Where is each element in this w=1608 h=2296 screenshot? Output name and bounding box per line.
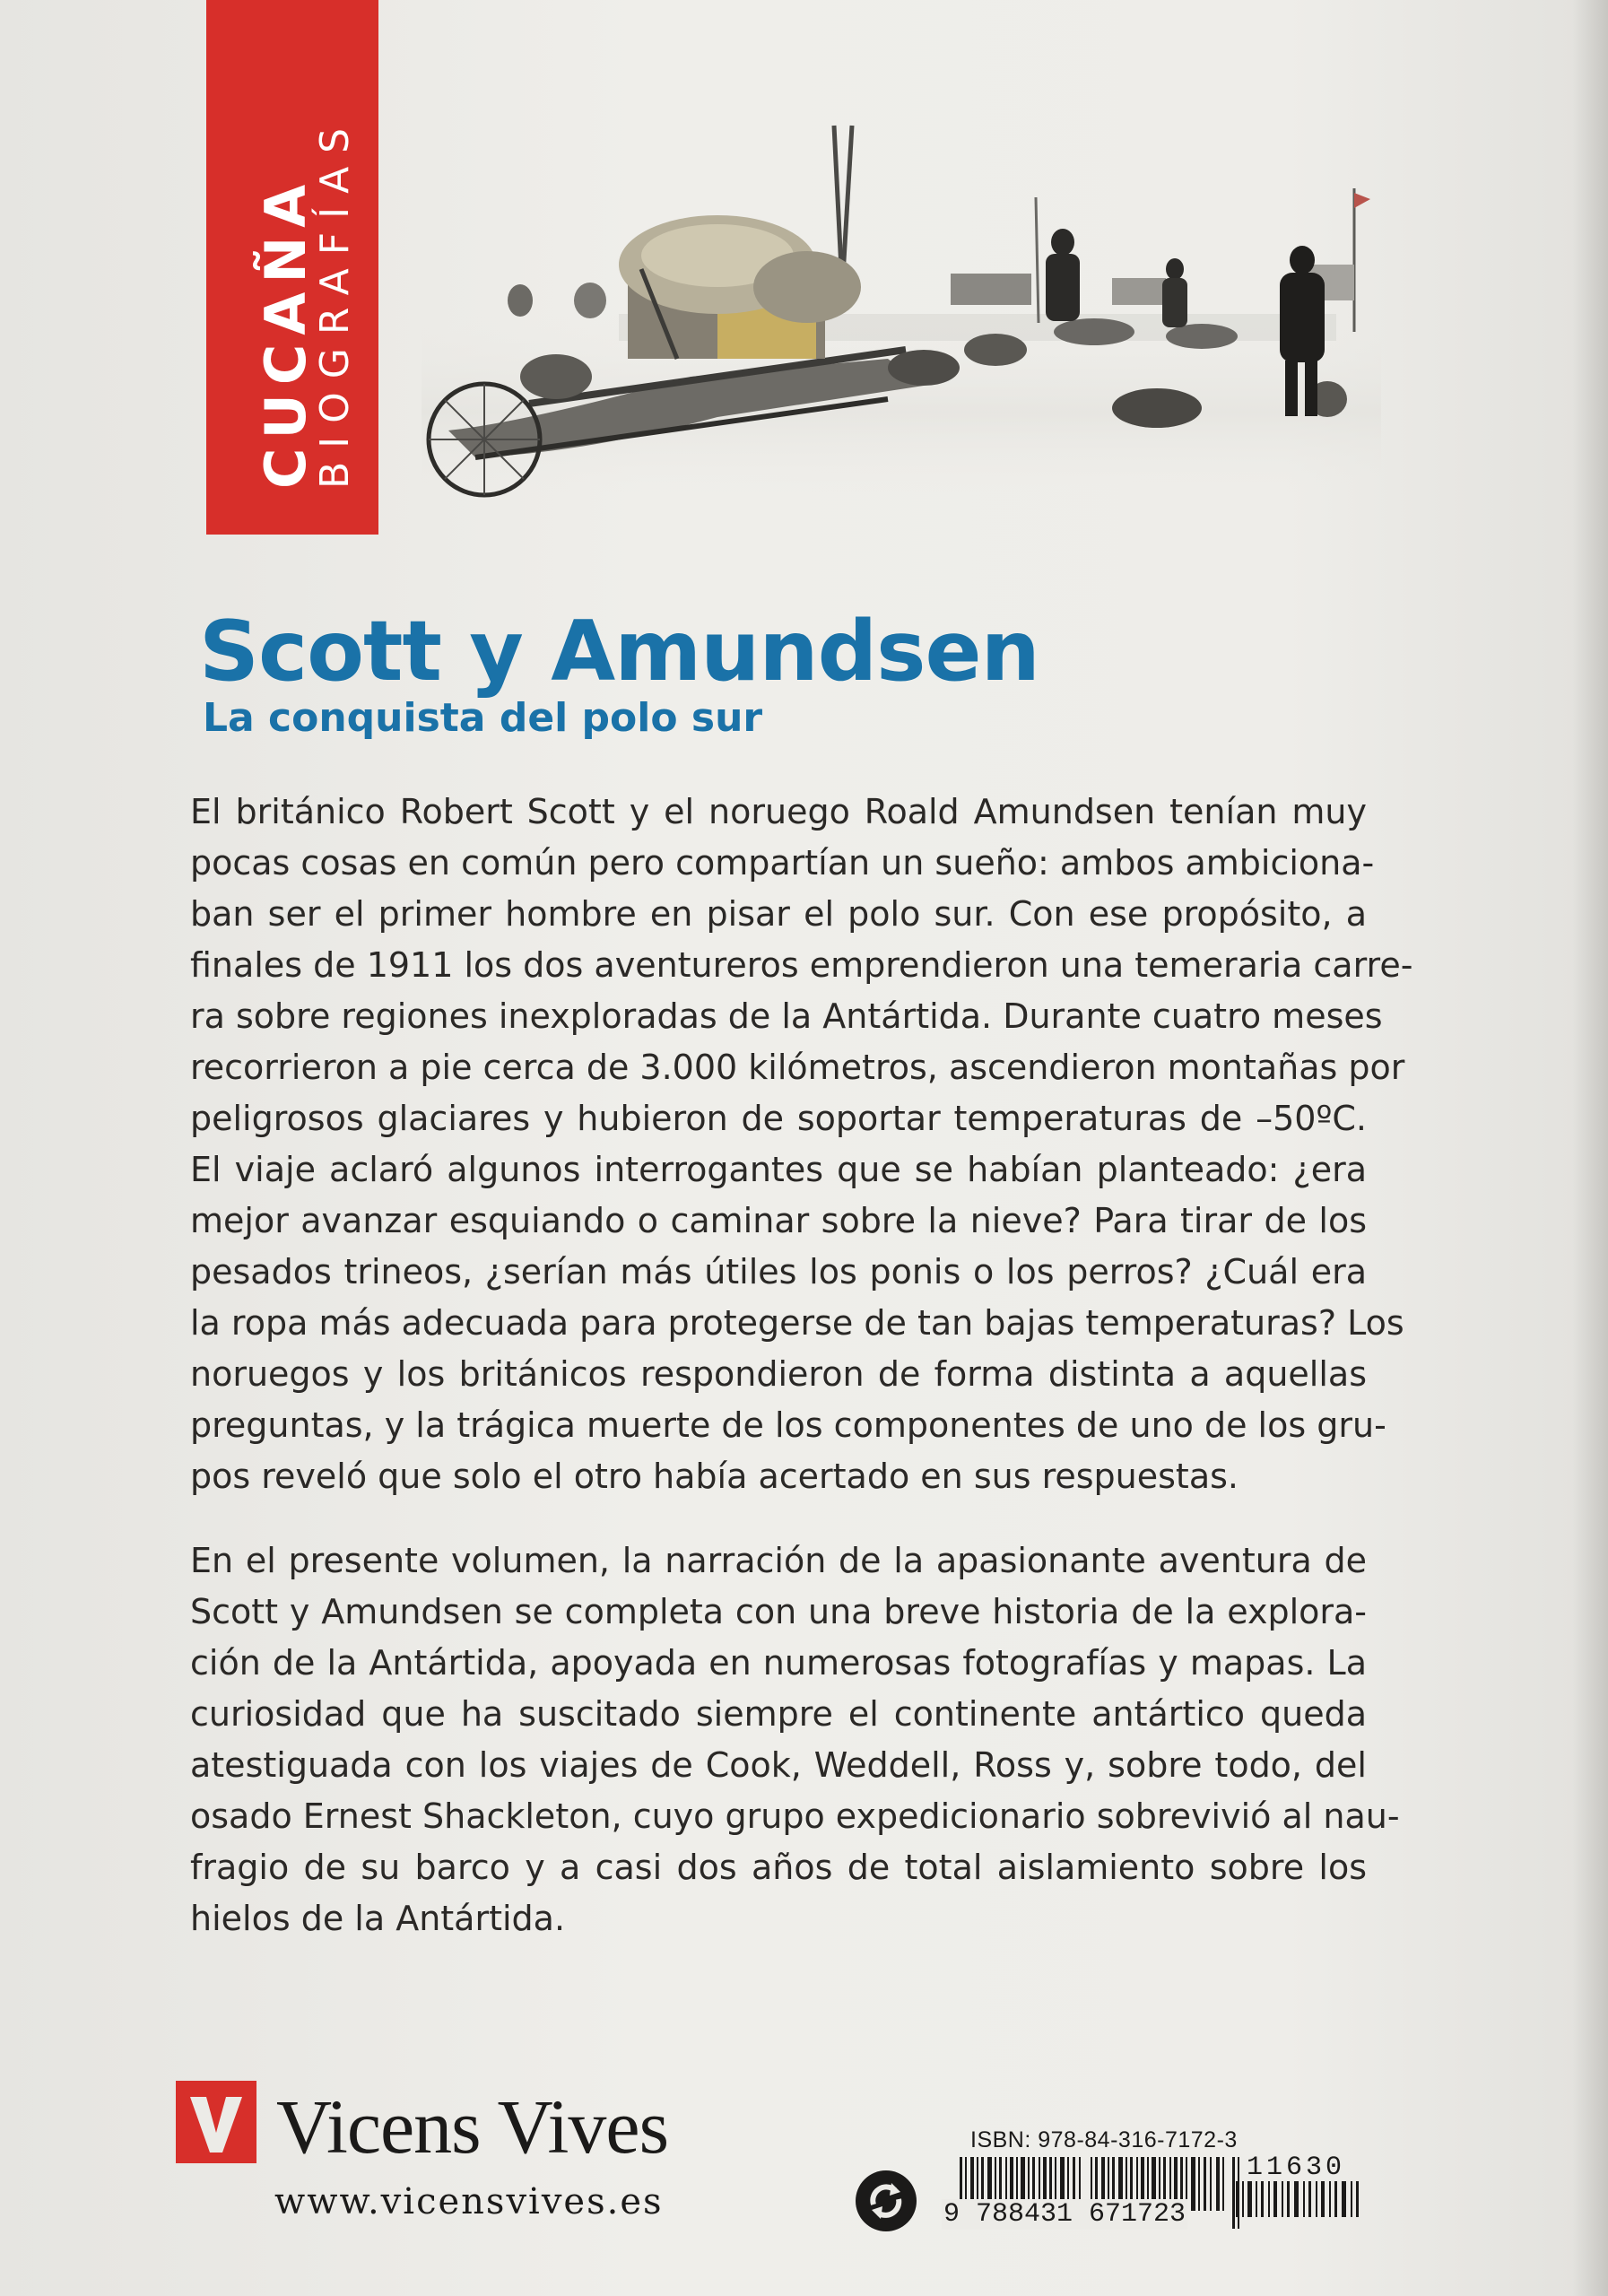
synopsis-line: Scott y Amundsen se completa con una breve historia de la explora- (190, 1592, 1367, 1631)
synopsis-line: En el presente volumen, la narración de la apasionante aventura de (190, 1541, 1367, 1580)
synopsis-paragraph-1 (190, 787, 1413, 1502)
synopsis-line: noruegos y los británicos respondieron de forma distinta a aquellas (190, 1354, 1367, 1394)
synopsis-line: mejor avanzar esquiando o caminar sobre la nieve? Para tirar de los (190, 1201, 1367, 1240)
synopsis-line: recorrieron a pie cerca de 3.000 kilómetros, ascendieron montañas por (190, 1048, 1405, 1087)
publisher-url[interactable]: www.vicensvives.es (274, 2181, 664, 2222)
recycle-icon (854, 2169, 918, 2233)
synopsis-line: ción de la Antártida, apoyada en numerosas fotografías y mapas. La (190, 1643, 1367, 1683)
addon-barcode (1234, 2181, 1365, 2217)
book-subtitle: La conquista del polo sur (203, 695, 763, 741)
series-name: BIOGRAFÍAS (312, 114, 358, 489)
synopsis-line: preguntas, y la trágica muerte de los componentes de uno de los gru- (190, 1405, 1386, 1445)
barcode-ean-digits: 9 788431 671723 (943, 2199, 1186, 2230)
synopsis-paragraph-2 (190, 1535, 1400, 1944)
synopsis-line: fragio de su barco y a casi dos años de total aislamiento sobre los (190, 1848, 1367, 1887)
collection-name: CUCAÑA (253, 175, 318, 489)
synopsis-line: peligrosos glaciares y hubieron de soportar temperaturas de –50ºC. (190, 1099, 1367, 1138)
synopsis-line: ra sobre regiones inexploradas de la Antártida. Durante cuatro meses (190, 996, 1383, 1036)
synopsis-line: ban ser el primer hombre en pisar el polo sur. Con ese propósito, a (190, 894, 1367, 934)
synopsis-line: El viaje aclaró algunos interrogantes que se habían planteado: ¿era (190, 1150, 1367, 1189)
book-title: Scott y Amundsen (199, 603, 1039, 700)
cover-edge-shadow (1572, 0, 1608, 2296)
synopsis-line: hielos de la Antártida. (190, 1899, 566, 1938)
synopsis-line: pos reveló que solo el otro había acertado en sus respuestas. (190, 1457, 1239, 1496)
collection-band-text (206, 0, 378, 535)
antarctic-expedition-photo (422, 108, 1381, 538)
publisher-name: Vicens Vives (276, 2083, 669, 2170)
synopsis-line: El británico Robert Scott y el noruego Roald Amundsen tenían muy (190, 792, 1367, 831)
isbn-label: ISBN: 978-84-316-7172-3 (970, 2127, 1238, 2152)
synopsis-line: pocas cosas en común pero compartían un sueño: ambos ambiciona- (190, 843, 1375, 883)
synopsis-line: curiosidad que ha suscitado siempre el continente antártico queda (190, 1694, 1367, 1734)
synopsis-line: pesados trineos, ¿serían más útiles los ponis o los perros? ¿Cuál era (190, 1252, 1367, 1292)
vicens-vives-logo-icon (176, 2081, 256, 2163)
synopsis-line: finales de 1911 los dos aventureros emprendieron una temeraria carre- (190, 945, 1413, 985)
synopsis-line: la ropa más adecuada para protegerse de tan bajas temperaturas? Los (190, 1303, 1404, 1343)
synopsis-line: osado Ernest Shackleton, cuyo grupo expedicionario sobrevivió al nau- (190, 1796, 1400, 1836)
synopsis-line: atestiguada con los viajes de Cook, Weddell, Ross y, sobre todo, del (190, 1745, 1367, 1785)
barcode-addon-digits: 11630 (1247, 2152, 1346, 2183)
